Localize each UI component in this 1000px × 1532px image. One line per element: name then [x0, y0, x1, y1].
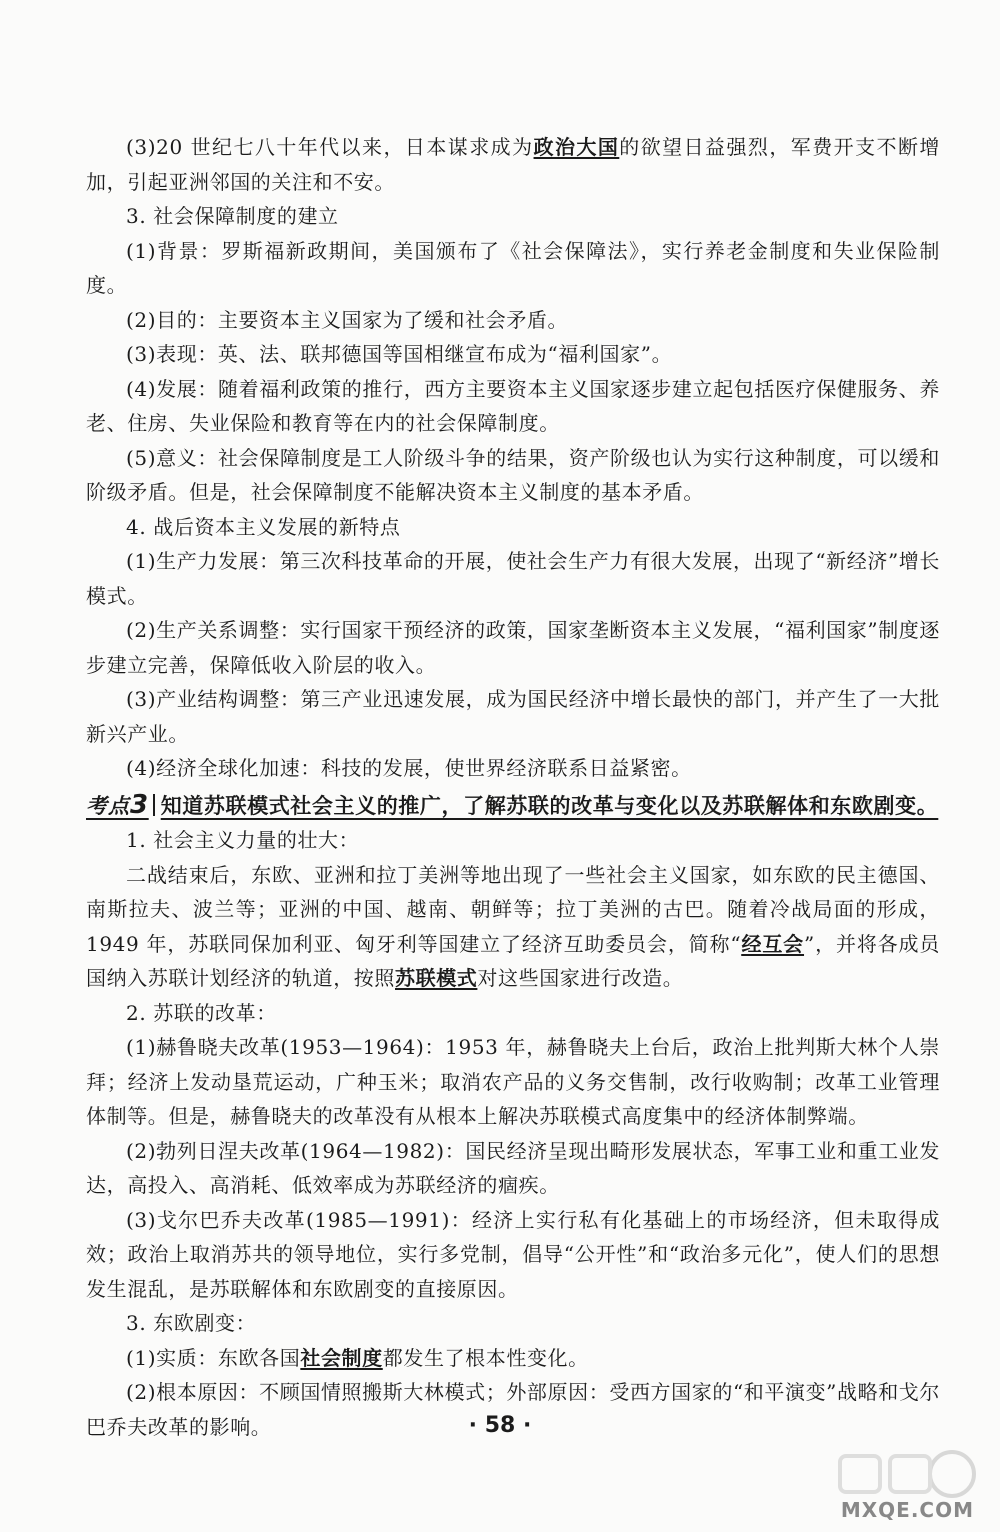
key-term: 经互会: [741, 931, 805, 956]
kaodian-heading: [86, 788, 940, 824]
text-run: (4)发展：随着福利政策的推行，西方主要资本主义国家逐步建立起包括医疗保健服务、养老、住房、失业保险和教育等在内的社会保障制度。: [86, 376, 940, 435]
text-run: (5)意义：社会保障制度是工人阶级斗争的结果，资产阶级也认为实行这种制度，可以缓和阶级矛盾。但是，社会保障制度不能解决资本主义制度的基本矛盾。: [86, 445, 940, 504]
text-run: 4. 战后资本主义发展的新特点: [126, 514, 401, 539]
text-run: 3. 东欧剧变：: [126, 1311, 257, 1335]
key-term: 苏联模式: [395, 966, 478, 990]
kaodian-separator: [153, 794, 155, 816]
text-run: (1)生产力发展：第三次科技革命的开展，使社会生产力有很大发展，出现了“新经济”增长模式。: [86, 549, 940, 608]
text-run: 的欲望日益强烈，军费开支不断增加，引起亚洲邻国的关注和不安。: [86, 135, 940, 194]
paragraph: [86, 130, 940, 199]
watermark-text: MXQE.COM: [840, 1498, 974, 1522]
text-run: (3)戈尔巴乔夫改革(1985—1991)：经济上实行私有化基础上的市场经济，但未取得成效；政治上取消苏共的领导地位，实行多党制，倡导“公开性”和“政治多元化”，使人们的思想发生混乱，是苏联解体和东欧剧变的直接原因。: [86, 1207, 940, 1301]
paragraph: [86, 199, 940, 234]
paragraph: [86, 510, 940, 545]
kaodian-number: 3: [130, 789, 149, 820]
paragraph: [86, 858, 940, 996]
text-run: (2)根本原因：不顾国情照搬斯大林模式；外部原因：受西方国家的“和平演变”战略和戈尔巴乔夫改革的影响。: [86, 1380, 940, 1439]
paragraph: [86, 751, 940, 786]
text-run: 1. 社会主义力量的壮大：: [126, 828, 360, 852]
text-run: 对这些国家进行改造。: [477, 966, 684, 990]
section-soviet: [86, 823, 940, 1444]
text-run: (2)勃列日涅夫改革(1964—1982)：国民经济呈现出畸形发展状态，军事工业和重工业发达，高投入、高消耗、低效率成为苏联经济的痼疾。: [86, 1138, 940, 1197]
text-run: 二战结束后，东欧、亚洲和拉丁美洲等地出现了一些社会主义国家，如东欧的民主德国、南斯拉夫、波兰等；亚洲的中国、越南、朝鲜等；拉丁美洲的古巴。随着冷战局面的形成，1949 年，苏联同保加利亚、匈牙利等国建立了经济互助委员会，简称“: [86, 862, 940, 956]
page-content: [86, 130, 940, 1444]
text-run: (3)表现：英、法、联邦德国等国相继宣布成为“福利国家”。: [126, 342, 673, 366]
kaodian-text: 知道苏联模式社会主义的推广，了解苏联的改革与变化以及苏联解体和东欧剧变。: [160, 793, 939, 818]
text-run: (2)生产关系调整：实行国家干预经济的政策，国家垄断资本主义发展，“福利国家”制度逐步建立完善，保障低收入阶层的收入。: [86, 618, 940, 677]
text-run: 都发生了根本性变化。: [382, 1345, 589, 1370]
text-run: (2)目的：主要资本主义国家为了缓和社会矛盾。: [126, 307, 569, 332]
paragraph: [86, 1134, 940, 1203]
key-term: 政治大国: [533, 135, 620, 159]
text-run: (1)背景：罗斯福新政期间，美国颁布了《社会保障法》，实行养老金制度和失业保险制度。: [86, 238, 940, 297]
paragraph: [86, 996, 940, 1031]
text-run: (4)经济全球化加速：科技的发展，使世界经济联系日益紧密。: [126, 756, 692, 780]
text-run: (1)实质：东欧各国: [126, 1345, 301, 1370]
section-capitalism: [86, 130, 940, 786]
paragraph: [86, 613, 940, 682]
kaodian-tag: 考点: [86, 793, 130, 818]
key-term: 社会制度: [300, 1345, 383, 1370]
paragraph: [86, 337, 940, 372]
paragraph: [86, 372, 940, 441]
paragraph: [86, 544, 940, 613]
paragraph: [86, 1030, 940, 1134]
paragraph: [86, 823, 940, 858]
text-run: 3. 社会保障制度的建立: [126, 204, 339, 228]
paragraph: [86, 1203, 940, 1307]
paragraph: [86, 1341, 940, 1376]
text-run: ”，并将各成员国纳入苏联计划经济的轨道，按照: [86, 931, 940, 990]
paragraph: [86, 303, 940, 338]
paragraph: [86, 234, 940, 303]
text-run: (3)20 世纪七八十年代以来，日本谋求成为: [126, 135, 534, 159]
text-run: (3)产业结构调整：第三产业迅速发展，成为国民经济中增长最快的部门，并产生了一大批新兴产业。: [86, 687, 940, 746]
text-run: 2. 苏联的改革：: [126, 1000, 277, 1025]
paragraph: [86, 441, 940, 510]
paragraph: [86, 1306, 940, 1341]
paragraph: [86, 682, 940, 751]
text-run: (1)赫鲁晓夫改革(1953—1964)：1953 年，赫鲁晓夫上台后，政治上批判斯大林个人崇拜；经济上发动垦荒运动，广种玉米；取消农产品的义务交售制，改行收购制；改革工业管理体制等。但是，赫鲁晓夫的改革没有从根本上解决苏联模式高度集中的经济体制弊端。: [86, 1035, 940, 1128]
page-number: · 58 ·: [468, 1413, 532, 1438]
